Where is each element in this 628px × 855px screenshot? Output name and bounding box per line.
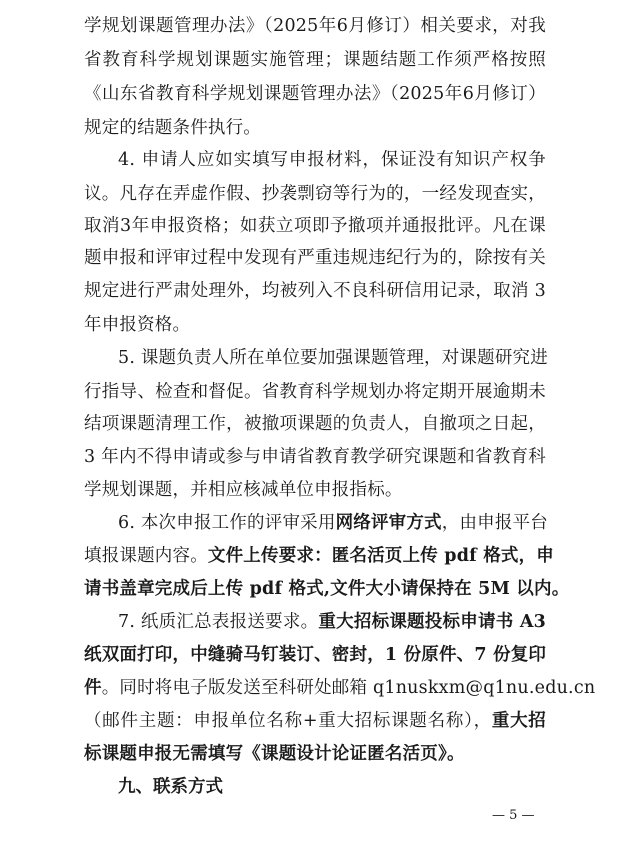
paragraph-line <box>118 513 546 533</box>
paragraph-line: 行指导、检查和督促。省教育科学规划办将定期开展逾期未 <box>84 382 546 402</box>
paragraph-line <box>118 612 546 632</box>
text-run: （邮件主题：申报单位名称+重大招标课题名称）， <box>84 711 492 731</box>
paragraph-line <box>84 546 554 566</box>
paragraph-line: 纸双面打印，中缝骑马钉装订、密封，1 份原件、7 份复印 <box>84 645 547 665</box>
section-heading: 九、联系方式 <box>118 777 223 797</box>
paragraph-line: 5. 课题负责人所在单位要加强课题管理，对课题研究进 <box>118 348 548 368</box>
text-run: 。同时将电子版发送至科研处邮箱 q1nuskxm@q1nu.edu.cn <box>101 678 596 698</box>
paragraph-line: 规定进行严肃处理外，均被列入不良科研信用记录，取消 3 <box>84 281 546 301</box>
text-run: 填报课题内容。 <box>84 546 208 566</box>
page-number: — 5 — <box>492 808 535 823</box>
bold-text-run: 重大招标课题投标申请书 A3 <box>318 612 547 632</box>
paragraph-line: 《山东省教育科学规划课题管理办法》（2025年6月修订） <box>84 84 546 104</box>
paragraph-line: 题申报和评审过程中发现有严重违规违纪行为的，除按有关 <box>84 248 546 268</box>
paragraph-line: 结项课题清理工作，被撤项课题的负责人，自撤项之日起， <box>84 414 546 434</box>
paragraph-line: 省教育科学规划课题实施管理；课题结题工作须严格按照 <box>84 50 546 70</box>
text-run: 7. 纸质汇总表报送要求。 <box>118 612 319 632</box>
paragraph-line <box>84 678 596 698</box>
bold-text-run: 重大招 <box>491 711 546 731</box>
paragraph-line <box>84 711 546 731</box>
paragraph-line: 学规划课题管理办法》（2025年6月修订）相关要求，对我 <box>84 16 546 36</box>
paragraph-line: 4. 申请人应如实填写申报材料，保证没有知识产权争 <box>118 150 546 170</box>
paragraph-line: 请书盖章完成后上传 pdf 格式,文件大小请保持在 5M 以内。 <box>84 579 570 599</box>
text-run: ，由申报平台 <box>441 513 548 533</box>
paragraph-line: 年申报资格。 <box>84 315 191 335</box>
paragraph-line: 议。凡存在弄虚作假、抄袭剽窃等行为的，一经发现查实， <box>84 184 546 204</box>
bold-text-run: 网络评审方式 <box>335 513 442 533</box>
text-run: 6. 本次申报工作的评审采用 <box>118 513 336 533</box>
bold-text-run: 文件上传要求：匿名活页上传 pdf 格式，申 <box>207 546 554 566</box>
paragraph-line: 3 年内不得申请或参与申请省教育教学研究课题和省教育科 <box>84 447 546 467</box>
paragraph-line: 规定的结题条件执行。 <box>84 118 261 138</box>
bold-text-run: 件 <box>84 678 102 698</box>
paragraph-line: 标课题申报无需填写《课题设计论证匿名活页》。 <box>84 744 465 764</box>
paragraph-line: 取消3年申报资格；如获立项即予撤项并通报批评。凡在课 <box>84 216 546 236</box>
paragraph-line: 学规划课题，并相应核减单位申报指标。 <box>84 480 403 500</box>
